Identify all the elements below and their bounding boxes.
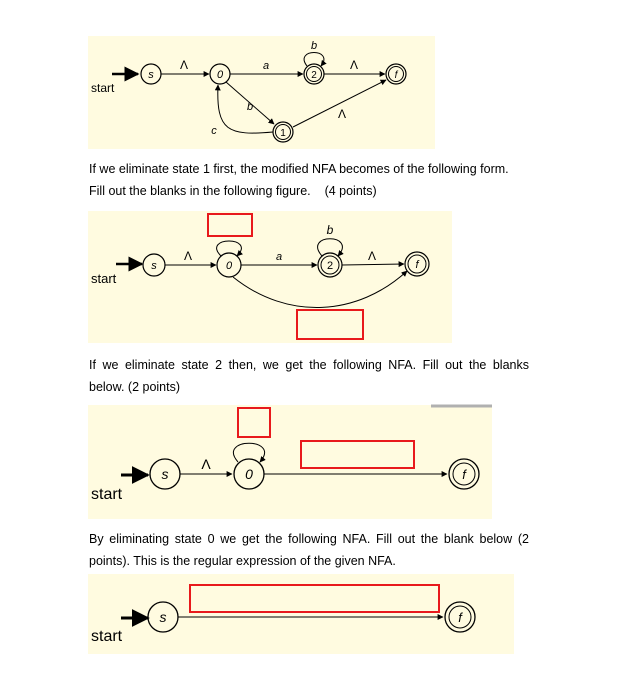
edge-label-1-0: c (211, 125, 217, 137)
edge-label-0-2: a (262, 60, 270, 72)
svg-text:f: f (458, 610, 462, 625)
start-label: start (91, 486, 123, 503)
blank-loop-0[interactable] (208, 214, 252, 236)
svg-text:s: s (148, 69, 154, 81)
svg-text:f: f (394, 70, 398, 81)
svg-text:s: s (151, 260, 157, 272)
edge-label-2-f: Λ (349, 58, 359, 72)
instruction-3: By eliminating state 0 we get the following NFA. Fill out the blank below (2 points). This is the regular expression of the given NFA. (89, 532, 529, 568)
svg-text:2: 2 (326, 260, 334, 272)
svg-text:2: 2 (311, 70, 317, 81)
blank-0-to-f[interactable] (301, 441, 414, 468)
svg-text:s: s (159, 609, 167, 625)
instruction-2: If we eliminate state 2 then, we get the following NFA. Fill out the blanks below. (2 points) (89, 358, 529, 394)
instruction-1: If we eliminate state 1 first, the modified NFA becomes of the following form. Fill out the blanks in the following figure. (4 points) (89, 162, 509, 198)
blank-loop-0[interactable] (238, 408, 270, 437)
edge-label-2-f: Λ (367, 249, 377, 263)
edge-label-s-0: Λ (201, 456, 211, 472)
svg-text:s: s (161, 466, 169, 482)
edge-label-2-loop: b (310, 40, 318, 52)
svg-text:1: 1 (280, 128, 286, 139)
edge-label-s-0: Λ (183, 249, 193, 263)
edge-label-s-0: Λ (179, 58, 189, 72)
svg-text:f: f (415, 259, 419, 271)
edge-label-1-f: Λ (337, 107, 347, 121)
figure-2-nfa (88, 211, 452, 343)
edge-label-0-1: b (246, 101, 254, 113)
svg-text:0: 0 (216, 69, 224, 81)
edge-label-2-loop: b (326, 223, 334, 237)
blank-0-to-f[interactable] (297, 310, 363, 339)
figure-4-nfa (88, 574, 514, 654)
figure-1-nfa (88, 36, 435, 149)
start-label: start (91, 628, 123, 645)
edge-label-0-2: a (275, 251, 283, 263)
svg-text:0: 0 (245, 466, 253, 482)
blank-regular-expression[interactable] (190, 585, 439, 612)
start-label: start (91, 81, 115, 95)
svg-text:0: 0 (225, 260, 233, 272)
figure-3-nfa (88, 405, 492, 519)
start-label: start (91, 271, 117, 286)
svg-text:f: f (462, 467, 466, 482)
